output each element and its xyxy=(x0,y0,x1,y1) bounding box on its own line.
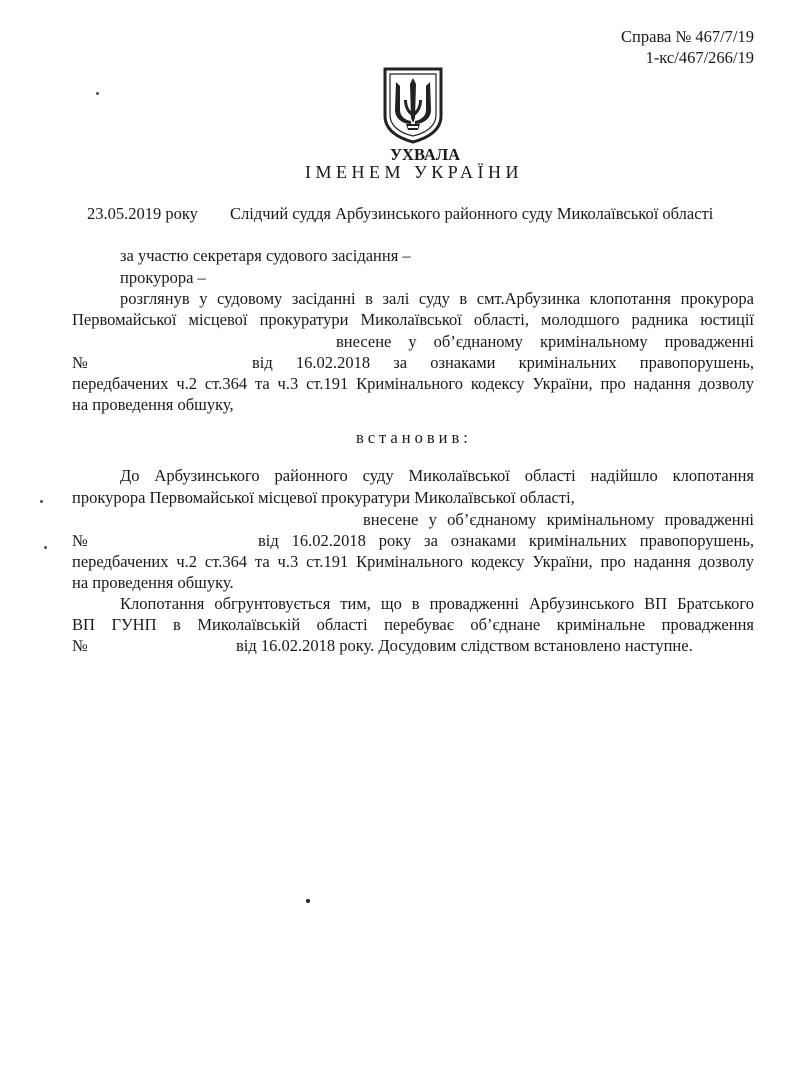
case-reference xyxy=(621,26,754,68)
p1-line-1: До Арбузинського районного суду Миколаївської області надійшло клопотання xyxy=(120,466,754,485)
scan-speck xyxy=(40,500,43,503)
p2-line-1: Клопотання обгрунтовується тим, що в провадженні Арбузинського ВП Братського xyxy=(120,594,754,613)
p1-line-3: внесене у об’єднаному кримінальному провадженні xyxy=(363,510,754,529)
scan-speck xyxy=(96,92,99,95)
considered-number-sign: № xyxy=(72,353,88,372)
scan-speck xyxy=(44,546,47,549)
considered-line-2: Первомайської місцевої прокуратури Миколаївської області, молодшого радника юстиції xyxy=(72,310,754,329)
document-subtitle: ІМЕНЕМ УКРАЇНИ xyxy=(305,162,523,182)
considered-line-5: передбачених ч.2 ст.364 та ч.3 ст.191 Кримінального кодексу України, про надання дозволу xyxy=(72,374,754,393)
considered-line-1: розглянув у судовому засіданні в залі суду в смт.Арбузинка клопотання прокурора xyxy=(120,289,754,308)
p2-line-2: ВП ГУНП в Миколаївській області перебуває об’єднане кримінальне провадження xyxy=(72,615,754,634)
document-title: УХВАЛА xyxy=(389,145,461,164)
p1-line-5: передбачених ч.2 ст.364 та ч.3 ст.191 Кримінального кодексу України, про надання дозволу xyxy=(72,552,754,571)
coat-of-arms-trident-icon xyxy=(382,66,444,144)
p1-number-sign: № xyxy=(72,531,88,550)
order-date: 23.05.2019 року xyxy=(87,204,198,223)
considered-line-4: від 16.02.2018 за ознаками кримінальних правопорушень, xyxy=(252,353,754,372)
proceeding-number: 1-кс/467/266/19 xyxy=(645,48,754,67)
p2-number-sign: № xyxy=(72,636,88,655)
p1-line-6: на проведення обшуку. xyxy=(72,573,234,592)
considered-line-6: на проведення обшуку, xyxy=(72,395,234,414)
scan-speck xyxy=(306,899,310,903)
secretary-line: за участю секретаря судового засідання – xyxy=(120,246,411,265)
judge-line: Слідчий суддя Арбузинського районного суду Миколаївської області xyxy=(230,204,714,223)
p1-line-2: прокурора Первомайської місцевої прокуратури Миколаївської області, xyxy=(72,488,575,507)
considered-line-3: внесене у об’єднаному кримінальному провадженні xyxy=(336,332,754,351)
p1-line-4: від 16.02.2018 року за ознаками кримінальних правопорушень, xyxy=(258,531,754,550)
case-number: Справа № 467/7/19 xyxy=(621,27,754,46)
p2-line-3: від 16.02.2018 року. Досудовим слідством встановлено наступне. xyxy=(236,636,693,655)
prosecutor-line: прокурора – xyxy=(120,268,206,287)
established-heading: встановив: xyxy=(356,428,472,447)
